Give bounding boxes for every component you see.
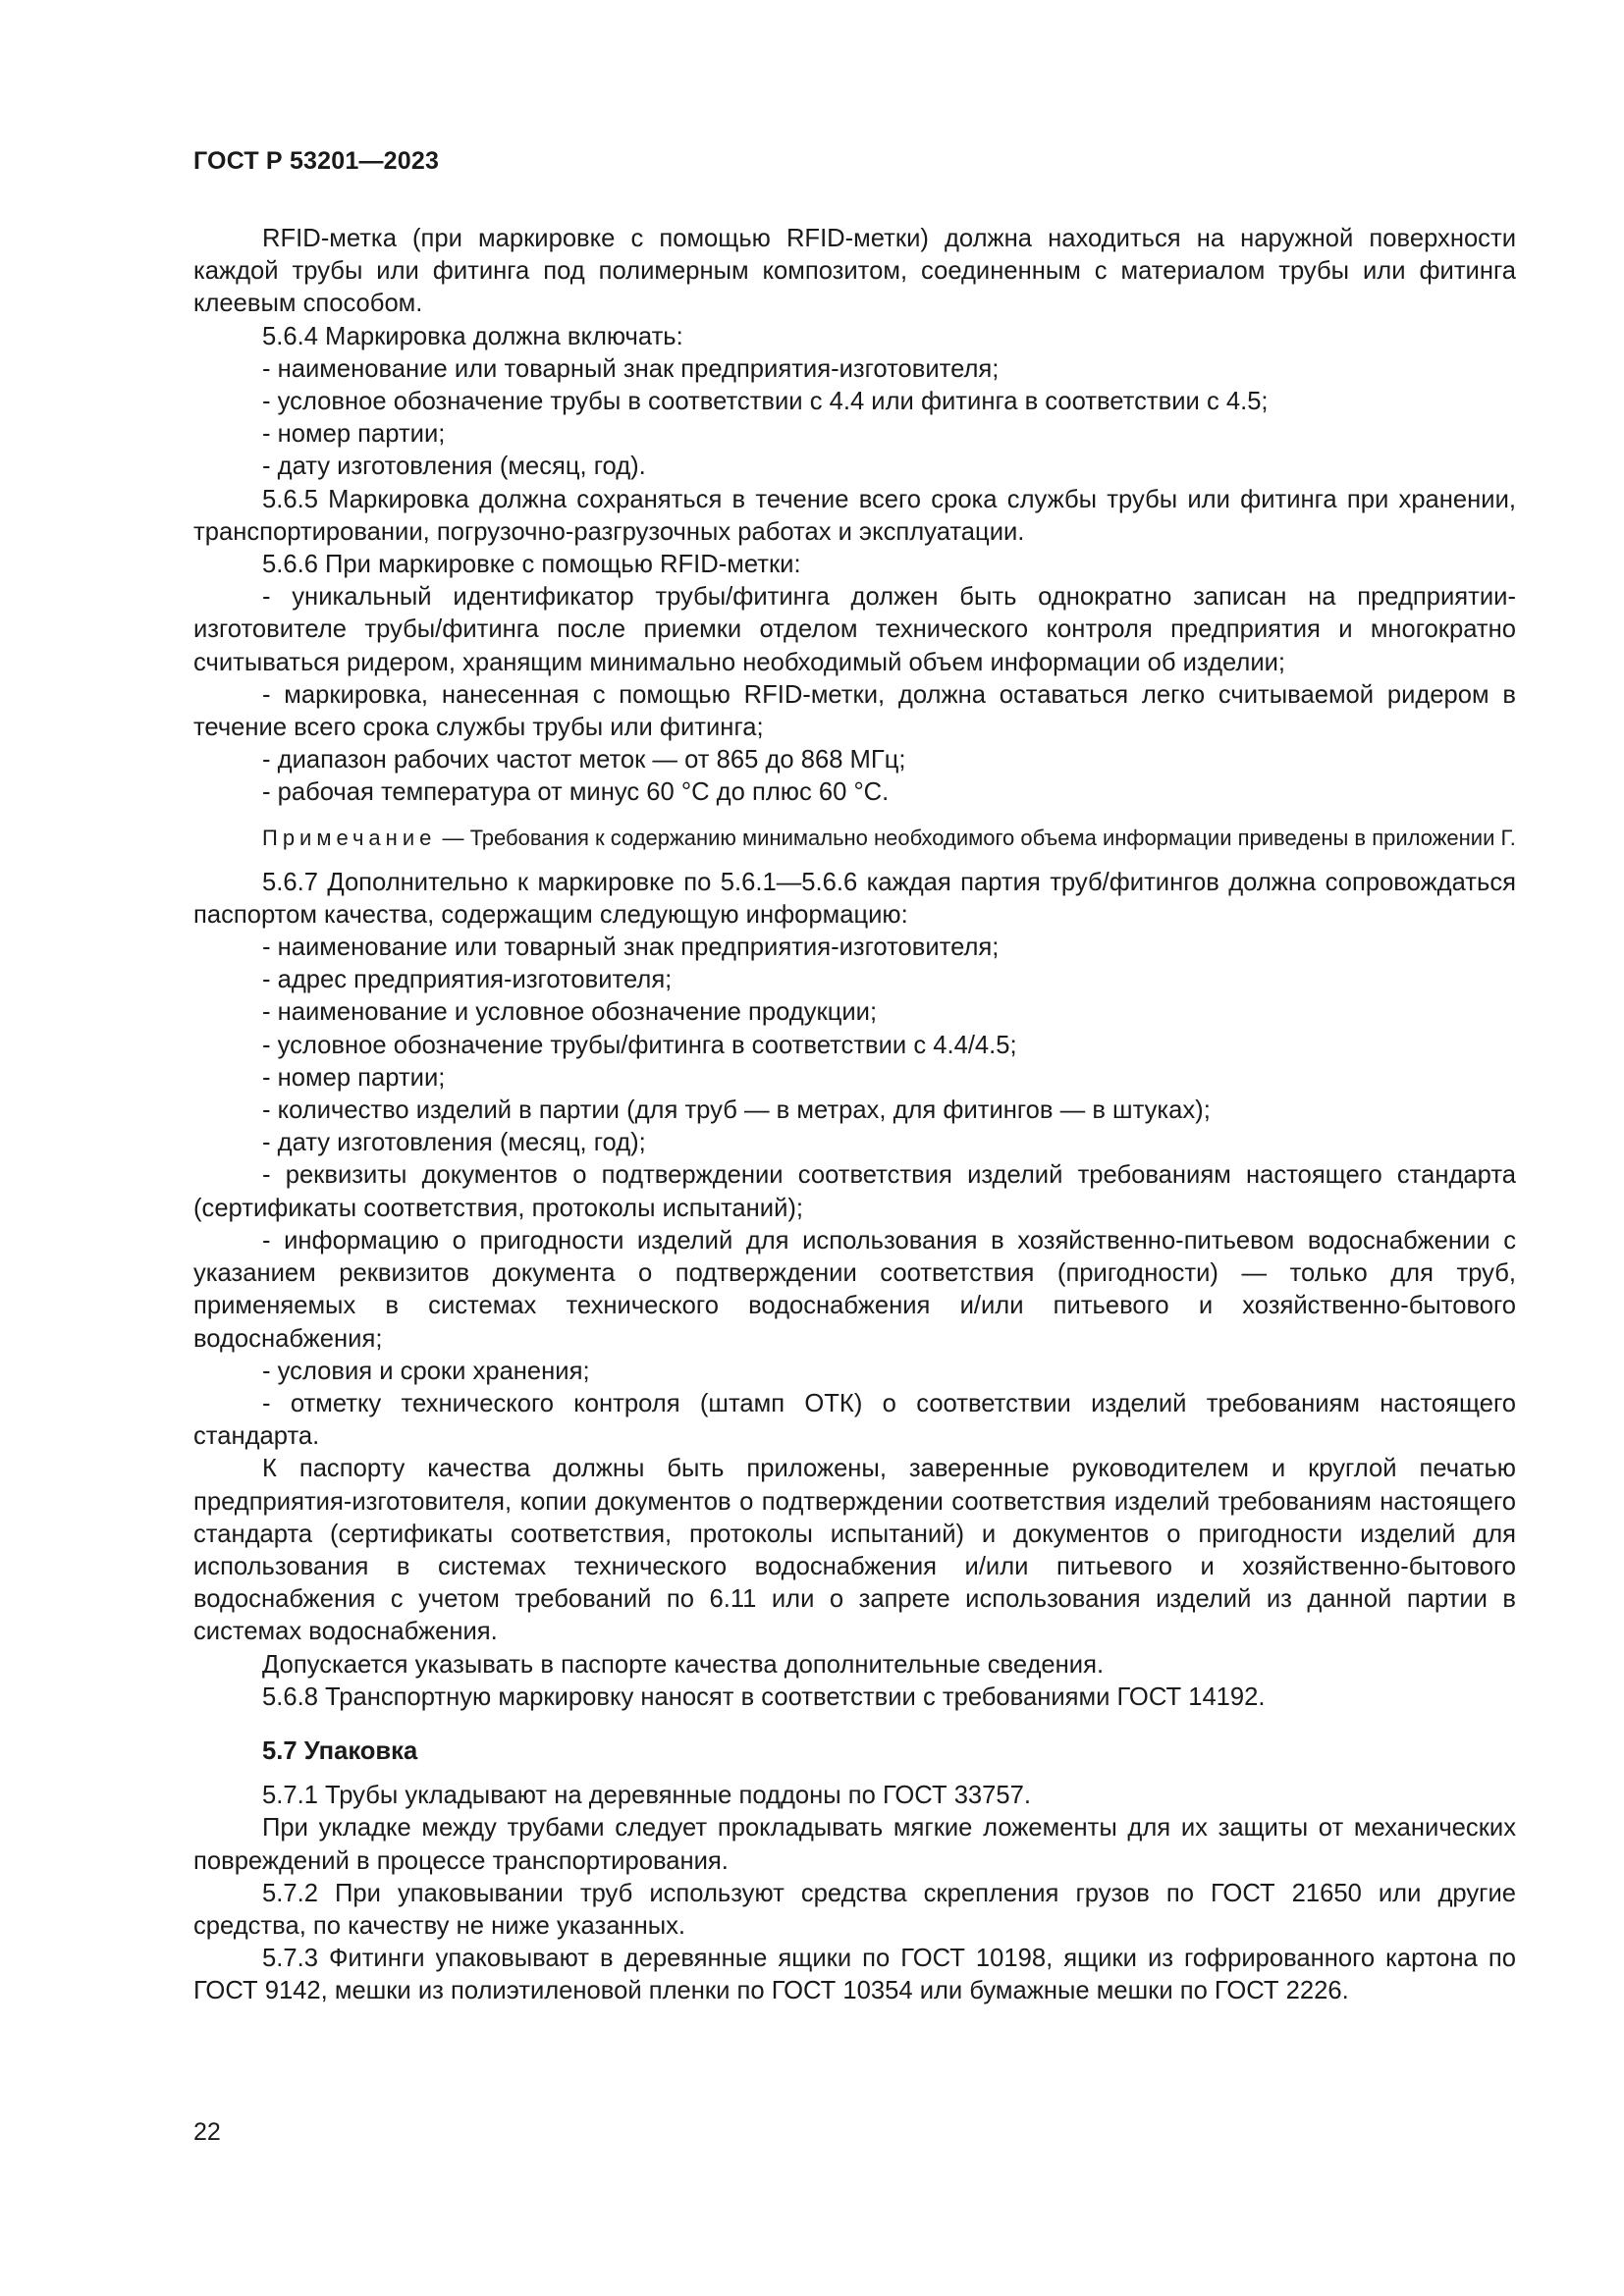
note <box>193 824 1516 853</box>
list-item: - количество изделий в партии (для труб — в метрах, для фитингов — в штуках); <box>262 1096 1211 1125</box>
section-title: 5.7 Упаковка <box>262 1736 418 1765</box>
list-item: - рабочая температура от минус 60 °С до плюс 60 °С. <box>262 778 890 807</box>
clause-5-7-1: 5.7.1 Трубы укладывают на деревянные поддоны по ГОСТ 33757. <box>262 1782 1031 1810</box>
list-item: - номер партии; <box>262 420 446 449</box>
clause-5-6-5: 5.6.5 Маркировка должна сохраняться в течение всего срока службы трубы или фитинга при хранении, транспортировании, погрузочно-разгрузочных работах и эксплуатации. <box>193 485 1516 546</box>
document-body <box>193 223 1516 2008</box>
list-item: - условное обозначение трубы/фитинга в соответствии с 4.4/4.5; <box>262 1031 1017 1059</box>
list-item: - отметку технического контроля (штамп ОТК) о соответствии изделий требованиям настоящего стандарта. <box>193 1389 1516 1451</box>
list-item: - наименование и условное обозначение продукции; <box>262 998 878 1027</box>
clause-5-6-8: 5.6.8 Транспортную маркировку наносят в соответствии с требованиями ГОСТ 14192. <box>262 1682 1266 1711</box>
clause-5-6-4: 5.6.4 Маркировка должна включать: <box>262 322 683 350</box>
clause-5-6-7: 5.6.7 Дополнительно к маркировке по 5.6.1—5.6.6 каждая партия труб/фитингов должна сопровождаться паспортом качества, содержащим следующую информацию: <box>193 868 1516 929</box>
note-text: — Требования к содержанию минимально необходимого объема информации приведены в приложении Г. <box>436 825 1516 850</box>
list-item: - уникальный идентификатор трубы/фитинга должен быть однократно записан на предприятии-изготовителе трубы/фитинга после приемки отделом технического контроля предприятия и многократно считываться ридером, хранящим минимально необходимый объем информации об изделии; <box>193 583 1516 676</box>
paragraph: RFID-метка (при маркировке с помощью RFID-метки) должна находиться на наружной поверхности каждой трубы или фитинга под полимерным композитом, соединенным с материалом трубы или фитинга клеевым способом. <box>193 225 1516 318</box>
list-item: - дату изготовления (месяц, год); <box>262 1129 646 1157</box>
paragraph: Допускается указывать в паспорте качества дополнительные сведения. <box>262 1650 1105 1679</box>
list-item: - номер партии; <box>262 1063 446 1092</box>
clause-5-6-6: 5.6.6 При маркировке с помощью RFID-метки: <box>262 551 801 579</box>
clause-5-7-2: 5.7.2 При упаковывании труб используют средства скрепления грузов по ГОСТ 21650 или другие средства, по качеству не ниже указанных. <box>193 1879 1516 1940</box>
document-header: ГОСТ Р 53201—2023 <box>193 147 440 175</box>
list-item: - адрес предприятия-изготовителя; <box>262 966 673 994</box>
list-item: - реквизиты документов о подтверждении соответствия изделий требованиям настоящего стандарта (сертификаты соответствия, протоколы испытаний); <box>193 1161 1516 1222</box>
list-item: - условное обозначение трубы в соответствии с 4.4 или фитинга в соответствии с 4.5; <box>262 388 1269 416</box>
clause-5-7-3: 5.7.3 Фитинги упаковывают в деревянные ящики по ГОСТ 10198, ящики из гофрированного картона по ГОСТ 9142, мешки из полиэтиленовой пленки по ГОСТ 10354 или бумажные мешки по ГОСТ 2226. <box>193 1945 1516 2005</box>
list-item: - наименование или товарный знак предприятия-изготовителя; <box>262 354 1000 383</box>
paragraph: К паспорту качества должны быть приложены, заверенные руководителем и круглой печатью предприятия-изготовителя, копии документов о подтверждении соответствия изделий требованиям настоящего стандарта (сертификаты соответствия, протоколы испытаний) и документов о пригодности изделий для использования в системах технического водоснабжения и/или питьевого и хозяйственно-бытового водоснабжения с учетом требований по 6.11 или о запрете использования изделий из данной партии в системах водоснабжения. <box>193 1455 1516 1646</box>
list-item: - условия и сроки хранения; <box>262 1357 590 1385</box>
list-item: - наименование или товарный знак предприятия-изготовителя; <box>262 934 1000 962</box>
list-item: - диапазон рабочих частот меток — от 865 до 868 МГц; <box>262 746 906 774</box>
list-item: - информацию о пригодности изделий для использования в хозяйственно-питьевом водоснабжении с указанием реквизитов документа о подтверждении соответствия (пригодности) — только для труб, применяемых в системах технического водоснабжения и/или питьевого и хозяйственно-бытового водоснабжения; <box>193 1226 1516 1353</box>
list-item: - маркировка, нанесенная с помощью RFID-метки, должна оставаться легко считываемой ридером в течение всего срока службы трубы или фитинга; <box>193 680 1516 742</box>
page-number: 22 <box>193 2118 221 2146</box>
note-label: Примечание <box>262 825 437 850</box>
paragraph: При укладке между трубами следует прокладывать мягкие ложементы для их защиты от механических повреждений в процессе транспортирования. <box>193 1814 1516 1875</box>
list-item: - дату изготовления (месяц, год). <box>262 453 646 481</box>
